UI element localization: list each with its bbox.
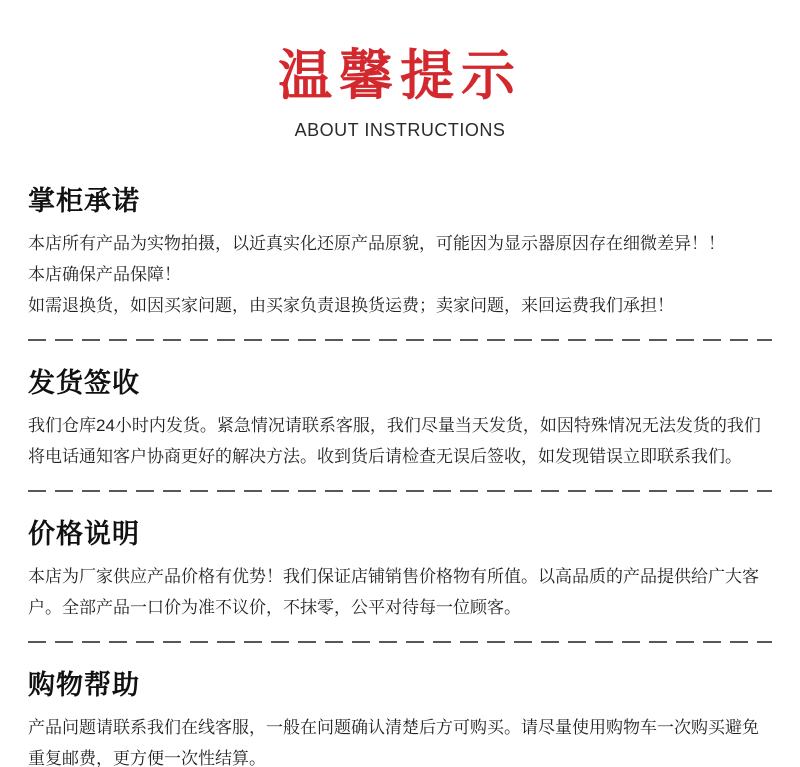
- dashed-divider: [28, 339, 772, 341]
- paragraph-line: 本店确保产品保障！: [28, 265, 181, 284]
- section-body: [28, 410, 772, 472]
- page-title: 温馨提示: [278, 46, 522, 106]
- section-heading: 价格说明: [28, 519, 140, 549]
- paragraph-line: 我们仓库24小时内发货。紧急情况请联系客服，我们尽量当天发货，如因特殊情况无法发货的我们将电话通知客户协商更好的解决方法。收到货后请检查无误后签收，如发现错误立即联系我们。: [28, 416, 761, 466]
- section-heading: 购物帮助: [28, 670, 140, 700]
- section-body: [28, 561, 772, 623]
- section-shopping-help: [28, 669, 772, 767]
- section-shopkeeper-promise: [28, 185, 772, 321]
- dashed-divider: [28, 490, 772, 492]
- section-body: [28, 712, 772, 767]
- section-body: [28, 228, 772, 321]
- section-heading: 掌柜承诺: [28, 186, 140, 216]
- page-subtitle: ABOUT INSTRUCTIONS: [294, 120, 506, 140]
- section-heading: 发货签收: [28, 368, 140, 398]
- paragraph-line: 本店为厂家供应产品价格有优势！我们保证店铺销售价格物有所值。以高品质的产品提供给广大客户。全部产品一口价为准不议价，不抹零，公平对待每一位顾客。: [28, 567, 759, 617]
- paragraph-line: 产品问题请联系我们在线客服，一般在问题确认清楚后方可购买。请尽量使用购物车一次购买避免重复邮费，更方便一次性结算。: [28, 718, 759, 767]
- paragraph-line: 如需退换货，如因买家问题，由买家负责退换货运费；卖家问题，来回运费我们承担！: [28, 296, 674, 315]
- sections-container: [0, 185, 800, 767]
- hero-header: [0, 0, 800, 141]
- paragraph-line: 本店所有产品为实物拍摄，以近真实化还原产品原貌，可能因为显示器原因存在细微差异！！: [28, 234, 725, 253]
- section-shipping-receipt: [28, 367, 772, 472]
- dashed-divider: [28, 641, 772, 643]
- section-price-notes: [28, 518, 772, 623]
